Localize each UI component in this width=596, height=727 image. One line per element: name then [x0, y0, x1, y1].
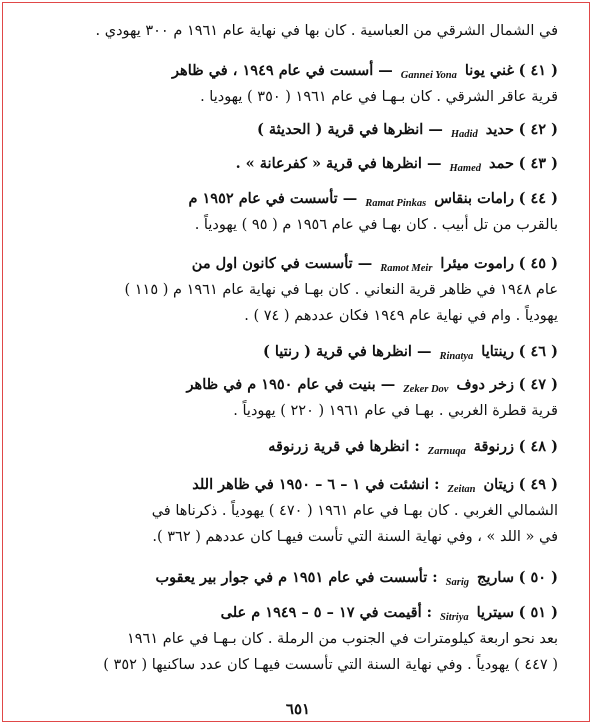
entry-49: [38, 472, 558, 550]
entry-41: [38, 58, 558, 110]
entry-name: حديد: [485, 121, 514, 138]
entry-name: رينتايا: [481, 343, 514, 360]
entry-number: ( ٤٢ ): [518, 121, 558, 138]
entry-latin-name: Hamed: [449, 163, 481, 174]
entry-42: [38, 117, 558, 143]
entry-head-text: : انظرها في قرية زرنوقه: [268, 438, 420, 455]
entry-name: رامات بنقاس: [434, 190, 514, 207]
entry-latin-name: Gannei Yona: [400, 70, 457, 81]
entry-heading: [38, 117, 558, 143]
entry-latin-name: Sarig: [445, 577, 469, 588]
text-line: قرية قطرة الغربي . بهـا في عام ١٩٦١ ( ٢٢٠ ) يهودياً .: [233, 403, 558, 419]
entry-name: راموت ميئرا: [440, 255, 514, 272]
entry-latin-name: Hadid: [450, 129, 478, 140]
entry-latin-name: Rinatya: [439, 351, 474, 362]
entry-latin-name: Zeitan: [447, 484, 476, 495]
entry-head-text: — تأسست في كانون اول من: [191, 255, 373, 272]
text-line: بالقرب من تل أبيب . كان بهـا في عام ١٩٥٦ م ( ٩٥ ) يهودياً .: [194, 217, 558, 233]
entry-head-text: — أسست في عام ١٩٤٩ ، في ظاهر: [172, 62, 393, 79]
text-line: في الشمال الشرقي من العباسية . كان بها في نهاية عام ١٩٦١ م ٣٠٠ يهودي .: [95, 23, 558, 39]
entry-head-text: : تأسست في عام ١٩٥١ م في جوار بير يعقوب: [155, 569, 438, 586]
entry-48: [38, 434, 558, 460]
text-line: يهودياً . وام في نهاية عام ١٩٤٩ فكان عددهم ( ٧٤ ) .: [244, 308, 558, 324]
entry-heading: [38, 251, 558, 277]
entry-head-text: — تأسست في عام ١٩٥٢ م: [188, 190, 358, 207]
entry-latin-name: Sitriya: [440, 612, 469, 623]
entry-name: ساريج: [477, 569, 514, 586]
entry-latin-name: Ramat Pinkas: [365, 198, 427, 209]
entry-name: زيتان: [483, 476, 514, 493]
entry-latin-name: Zeker Dov: [403, 384, 449, 395]
entry-heading: [38, 186, 558, 212]
entry-head-text: — بنيت في عام ١٩٥٠ م في ظاهر: [186, 376, 396, 393]
entry-44: [38, 186, 558, 238]
entry-head-text: : انشئت في ١ – ٦ – ١٩٥٠ في ظاهر اللد: [192, 476, 440, 493]
entry-name: زرنوقة: [473, 438, 514, 455]
entry-heading: [38, 434, 558, 460]
entry-latin-name: Zarnuqa: [427, 446, 466, 457]
entry-number: ( ٤٤ ): [518, 190, 558, 207]
entry-name: زخر دوف: [456, 376, 514, 393]
entry-number: ( ٤٩ ): [518, 476, 558, 493]
text-line: في « اللد » ، وفي نهاية السنة التي تأست فيهـا كان عددهم ( ٣٦٢ ).: [152, 529, 558, 545]
entry-heading: [38, 472, 558, 498]
entry-head-text: : أقيمت في ١٧ – ٥ – ١٩٤٩ م على: [220, 604, 433, 621]
entry-number: ( ٤٨ ): [518, 438, 558, 455]
text-line: بعد نحو اربعة كيلومترات في الجنوب من الرملة . كان بـهـا في عام ١٩٦١: [126, 631, 558, 647]
text-line: قرية عاقر الشرقي . كان بـهـا في عام ١٩٦١ ( ٣٥٠ ) يهوديا .: [200, 89, 558, 105]
entry-50: [38, 565, 558, 591]
entry-name: حمد: [489, 155, 514, 172]
entry-45: [38, 251, 558, 329]
entry-heading: [38, 372, 558, 398]
entry-name: سيتريا: [476, 604, 514, 621]
entry-head-text: — انظرها في قرية « كفرعانة » .: [235, 155, 442, 172]
entry-latin-name: Ramot Meir: [380, 263, 433, 274]
entry-heading: [38, 58, 558, 84]
entry-46: [38, 339, 558, 365]
entry-heading: [38, 600, 558, 626]
entry-47: [38, 372, 558, 424]
entry-head-text: — انظرها في قرية ( رنتيا ): [262, 343, 432, 360]
text-line: ( ٤٤٧ ) يهودياً . وفي نهاية السنة التي تأسست فيهـا كان عدد ساكنيها ( ٣٥٢ ): [103, 657, 558, 673]
entry-number: ( ٤٧ ): [518, 376, 558, 393]
text-line: عام ١٩٤٨ في ظاهر قرية النعاني . كان بهـا في نهاية عام ١٩٦١ م ( ١١٥ ): [124, 282, 558, 298]
entry-number: ( ٥٠ ): [518, 569, 558, 586]
entry-number: ( ٤٦ ): [518, 343, 558, 360]
entry-heading: [38, 565, 558, 591]
entry-number: ( ٤٥ ): [518, 255, 558, 272]
entry-number: ( ٤١ ): [518, 62, 558, 79]
intro-paragraph: [38, 18, 558, 44]
entry-number: ( ٥١ ): [518, 604, 558, 621]
entry-heading: [38, 339, 558, 365]
entry-number: ( ٤٣ ): [518, 155, 558, 172]
entry-name: غني يونا: [464, 62, 514, 79]
text-line: الشمالي الغربي . كان بهـا في عام ١٩٦١ ( ٤٧٠ ) يهودياً . ذكرناها في: [151, 503, 558, 519]
entry-heading: [38, 151, 558, 177]
entry-51: [38, 600, 558, 678]
page-number: ٦٥١: [285, 700, 311, 718]
entry-43: [38, 151, 558, 177]
entry-head-text: — انظرها في قرية ( الحديثة ): [256, 121, 443, 138]
